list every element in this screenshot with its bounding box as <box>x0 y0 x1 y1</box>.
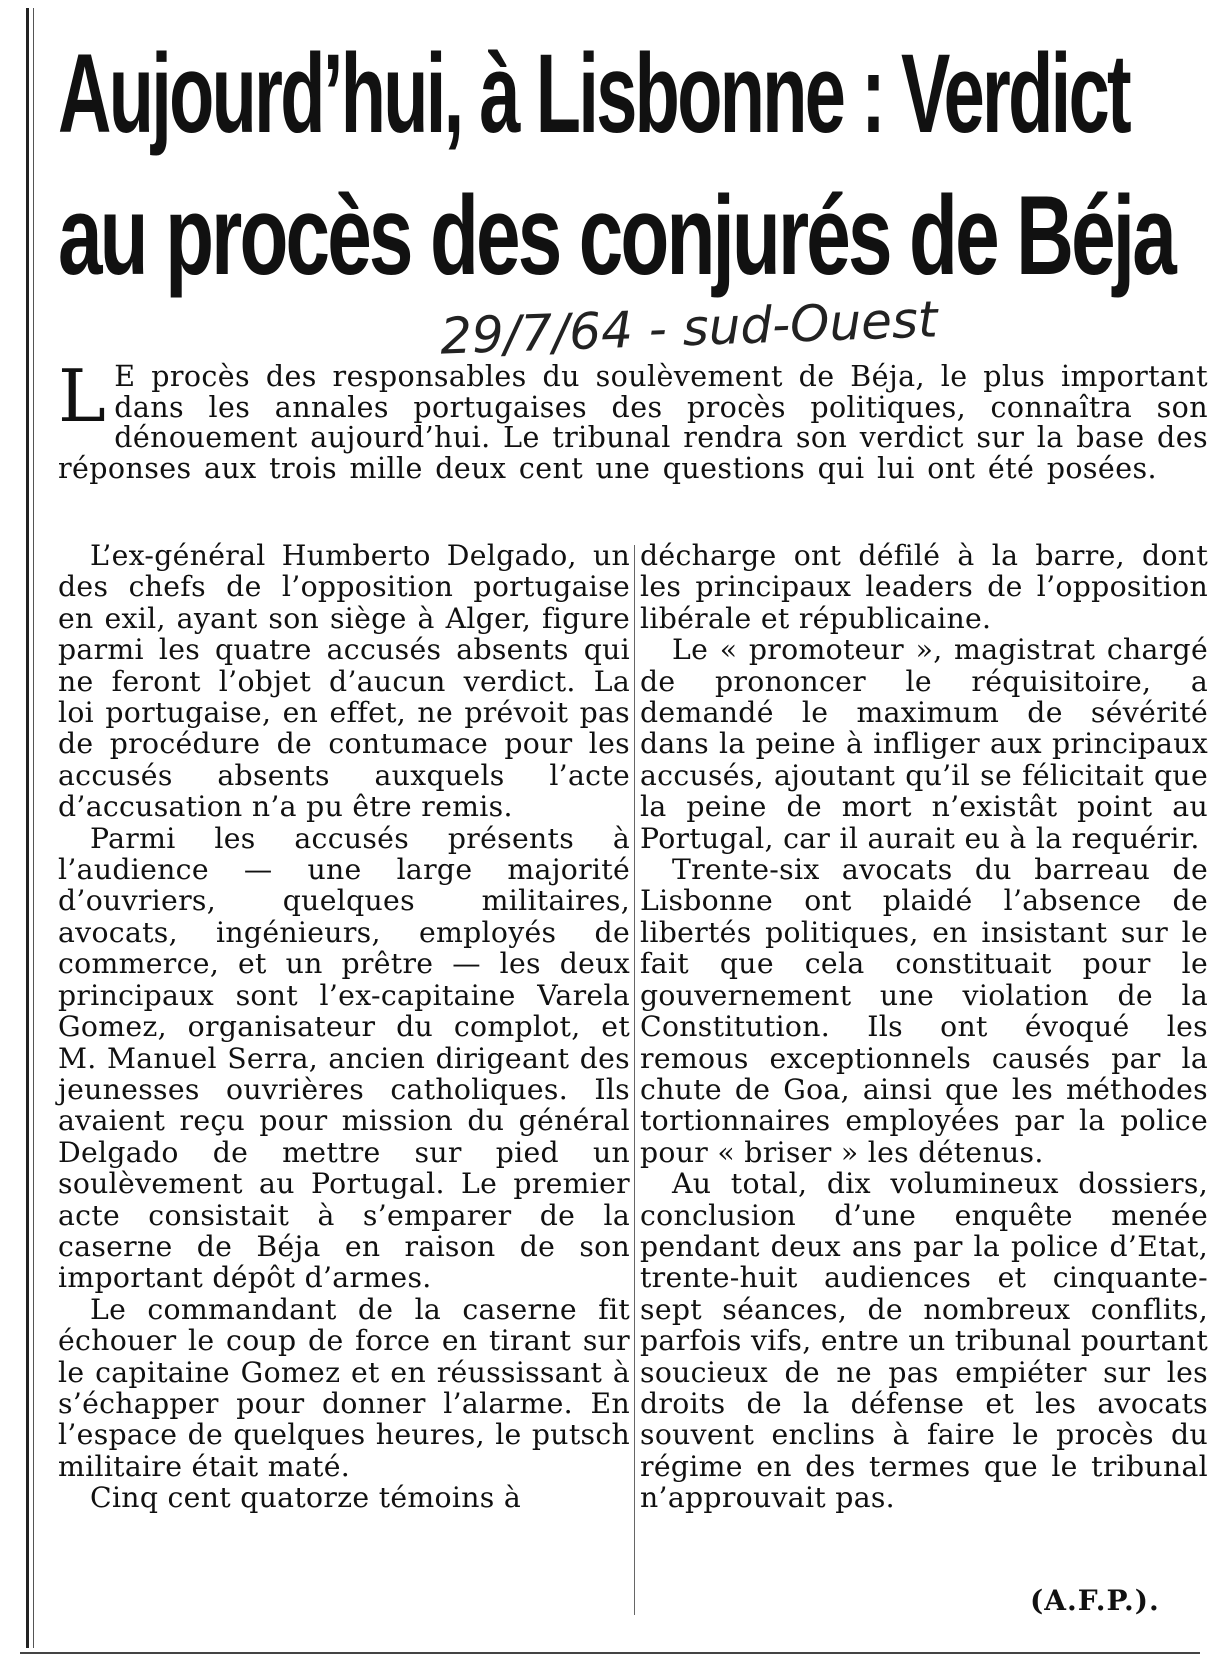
lead-text: E procès des responsables du soulèvement de Béja, le plus important dans les annales portugaises des procès politiques, connaîtra son dénouement aujourd’hui. Le tribunal rendra son verdict sur la base des réponses aux trois mille deux cent une questions qui lui ont été posées. <box>58 360 1208 485</box>
article-column-right <box>640 540 1208 1514</box>
drop-cap: L <box>58 354 107 438</box>
headline-line-2: au procès des conjurés de Béja <box>58 173 1174 298</box>
left-border-rule-thin <box>33 8 34 1648</box>
column-divider <box>634 545 635 1615</box>
paragraph: L’ex-général Humberto Delgado, un des chefs de l’opposition portugaise en exil, ayant son siège à Alger, figure parmi les quatre accusés absents qui ne feront l’objet d’aucun verdict. La loi portugaise, en effet, ne prévoit pas de procédure de contumace pour les accusés absents auxquels l’acte d’accusation n’a pu être remis. <box>58 539 630 824</box>
paragraph: Parmi les accusés présents à l’audience — une large majorité d’ouvriers, quelques militaires, avocats, ingénieurs, employés de commerce, et un prêtre — les deux principaux sont l’ex-capitaine Varela Gomez, organisateur du complot, et M. Manuel Serra, ancien dirigeant des jeunesses ouvrières catholiques. Ils avaient reçu pour mission du général Delgado de mettre sur pied un soulèvement au Portugal. Le premier acte consistait à s’emparer de la caserne de Béja en raison de son important dépôt d’armes. <box>58 821 630 1295</box>
paragraph-continued: décharge ont défilé à la barre, dont les principaux leaders de l’opposition libérale et républicaine. <box>640 539 1208 635</box>
handwritten-date-note: 29/7/64 - sud-Ouest <box>439 290 939 366</box>
bottom-border-rule <box>20 1652 1200 1654</box>
paragraph: Trente-six avocats du barreau de Lisbonne ont plaidé l’absence de libertés politiques, en insistant sur le fait que cela constituait pour le gouvernement une violation de la Constitution. Ils ont évoqué les remous exceptionnels causés par la chute de Goa, ainsi que les méthodes tortionnaires employées par la police pour « briser » les détenus. <box>640 853 1208 1169</box>
paragraph: Le « promoteur », magistrat chargé de prononcer le réquisitoire, a demandé le maximum de sévérité dans la peine à infliger aux principaux accusés, ajoutant qu’il se félicitait que la peine de mort n’existât point au Portugal, car il aurait eu à la requérir. <box>640 633 1208 855</box>
headline-line-1: Aujourd’hui, à Lisbonne : Verdict <box>58 31 1130 156</box>
paragraph: Cinq cent quatorze témoins à <box>90 1481 522 1515</box>
lead-paragraph <box>58 354 1208 485</box>
paragraph: Au total, dix volumineux dossiers, conclusion d’une enquête menée pendant deux ans par la police d’Etat, trente-huit audiences et cinquante-sept séances, de nombreux conflits, parfois vifs, entre un tribunal pourtant soucieux de ne pas empiéter sur les droits de la défense et les avocats souvent enclins à faire le procès du régime en des termes que le tribunal n’approuvait pas. <box>640 1167 1208 1515</box>
article-column-left <box>58 540 630 1514</box>
paragraph: Le commandant de la caserne fit échouer le coup de force en tirant sur le capitaine Gomez et en réussissant à s’échapper pour donner l’alarme. En l’espace de quelques heures, le putsch militaire était maté. <box>58 1292 630 1483</box>
agency-signature: (A.F.P.). <box>1030 1584 1160 1617</box>
left-border-rule <box>26 8 29 1648</box>
